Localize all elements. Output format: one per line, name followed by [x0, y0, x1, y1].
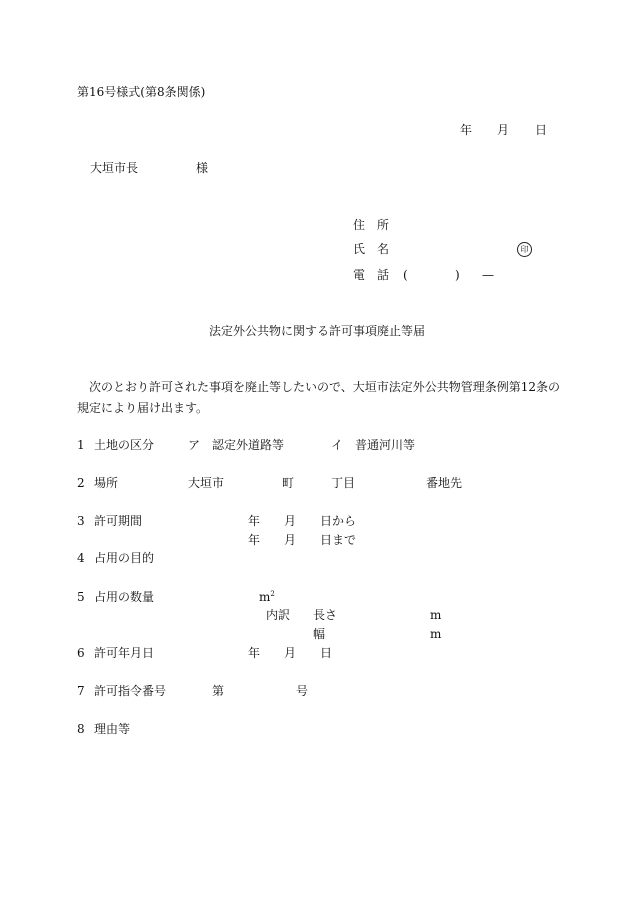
item-6-number: 6: [77, 646, 85, 660]
phone-open-paren: (: [403, 268, 408, 282]
item-3-number: 3: [77, 514, 85, 528]
addressee-name: 大垣市長: [90, 161, 139, 175]
land-option-b: イ 普通河川等: [331, 438, 416, 452]
permit-date-month: 月: [284, 646, 297, 660]
permit-date-year: 年: [248, 646, 261, 660]
document-title: 法定外公共物に関する許可事項廃止等届: [209, 324, 426, 338]
breakdown-label: 内訳: [266, 608, 291, 622]
place-city: 大垣市: [188, 476, 225, 490]
name-label: 氏 名: [353, 242, 390, 256]
item-7-number: 7: [77, 684, 85, 698]
period-from-year: 年: [248, 514, 261, 528]
period-from-month: 月: [284, 514, 297, 528]
phone-label: 電 話: [353, 268, 390, 282]
place-chome: 丁目: [331, 476, 356, 490]
phone-close-paren: ): [455, 268, 460, 282]
seal-mark: 印: [517, 242, 532, 257]
item-1-number: 1: [77, 438, 85, 452]
item-5-label: 占用の数量: [94, 590, 155, 604]
place-banchi: 番地先: [426, 476, 463, 490]
item-8-label: 理由等: [94, 722, 131, 736]
width-label: 幅: [313, 627, 326, 641]
permit-number-prefix: 第: [212, 684, 225, 698]
item-5-number: 5: [77, 590, 85, 604]
item-4-number: 4: [77, 551, 85, 565]
item-1-label: 土地の区分: [94, 438, 155, 452]
item-3-label: 許可期間: [94, 514, 143, 528]
date-month-label: 月: [497, 123, 510, 137]
width-unit: m: [430, 627, 442, 641]
item-8-number: 8: [77, 722, 85, 736]
length-unit: m: [430, 608, 442, 622]
item-2-label: 場所: [94, 476, 119, 490]
permit-number-suffix: 号: [296, 684, 309, 698]
date-day-label: 日: [535, 123, 548, 137]
address-label: 住 所: [353, 218, 390, 232]
period-to-month: 月: [284, 533, 297, 547]
item-7-label: 許可指令番号: [94, 684, 167, 698]
land-option-a: ア 認定外道路等: [188, 438, 285, 452]
period-from-day: 日から: [320, 514, 357, 528]
date-year-label: 年: [460, 123, 473, 137]
form-number-label: 第16号様式(第8条関係): [77, 85, 206, 99]
place-town: 町: [282, 476, 295, 490]
item-6-label: 許可年月日: [94, 646, 155, 660]
permit-date-day: 日: [320, 646, 333, 660]
period-to-year: 年: [248, 533, 261, 547]
area-unit: $m^2$: [259, 590, 275, 604]
length-label: 長さ: [313, 608, 338, 622]
body-text-line-1: 次のとおり許可された事項を廃止等したいので、大垣市法定外公共物管理条例第12条の: [89, 380, 561, 394]
body-text-line-2: 規定により届け出ます。: [77, 401, 209, 415]
period-to-day: 日まで: [320, 533, 357, 547]
phone-dash: —: [482, 268, 494, 282]
item-2-number: 2: [77, 476, 85, 490]
item-4-label: 占用の目的: [94, 551, 155, 565]
addressee-honorific: 様: [196, 161, 209, 175]
